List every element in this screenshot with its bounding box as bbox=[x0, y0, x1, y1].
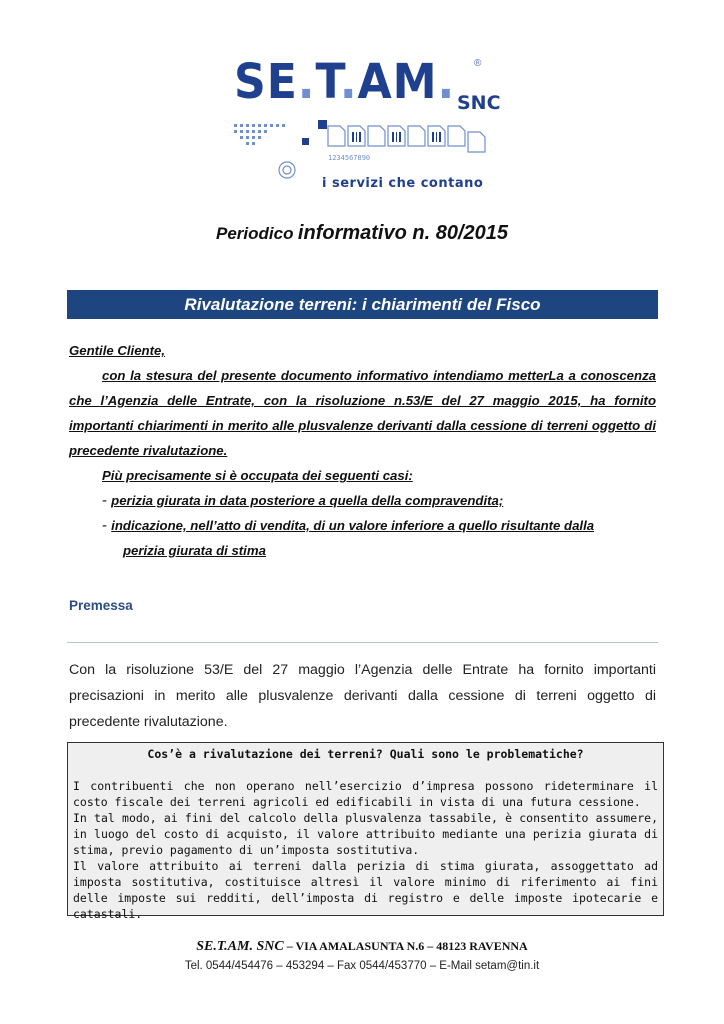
logo-wordmark: SE.T.AM. bbox=[234, 54, 456, 110]
case-item-1: - perizia giurata in data posteriore a quella della compravendita; bbox=[102, 492, 504, 509]
info-box bbox=[67, 742, 664, 921]
title-prefix: Periodico bbox=[216, 224, 294, 243]
logo-snc: SNC bbox=[457, 92, 501, 114]
intro-section bbox=[69, 338, 656, 563]
registered-mark: ® bbox=[474, 58, 482, 69]
footer-contacts: Tel. 0544/454476 – 453294 – Fax 0544/453770 – E-Mail setam@tin.it bbox=[184, 960, 540, 972]
premessa-heading: Premessa bbox=[69, 598, 133, 613]
company-logo bbox=[228, 52, 501, 198]
info-box-paragraph-2: In tal modo, ai fini del calcolo della plusvalenza tassabile, è consentito assumere, in luogo del costo di acquisto, il valore attribuito mediante una perizia giurata di stima, previo pagamento di un’imposta sostitutiva. bbox=[73, 811, 658, 857]
topic-banner: Rivalutazione terreni: i chiarimenti del Fisco bbox=[67, 290, 658, 319]
logo-digits: 1234567890 bbox=[328, 154, 371, 162]
case-item-2: - indicazione, nell’atto di vendita, di un valore inferiore a quello risultante dalla bbox=[102, 517, 595, 534]
section-divider bbox=[67, 642, 658, 643]
logo-tagline: i servizi che contano bbox=[322, 176, 484, 191]
document-title bbox=[0, 222, 724, 245]
footer-company: SE.T.AM. SNC bbox=[196, 939, 284, 954]
info-box-paragraph-1: I contribuenti che non operano nell’esercizio d’impresa possono rideterminare il costo fiscale dei terreni agricoli ed edificabili in vista di una futura cessione. bbox=[73, 779, 658, 809]
intro-lead: con la stesura del presente documento informativo intendiamo metterLa a conoscenza che l’Agenzia delle Entrate, con la risoluzione n.53/E del 27 maggio 2015, ha fornito importanti chiarimenti in merito alle plusvalenze derivanti dalla cessione di terreni oggetto di precedente rivalutazione. bbox=[69, 368, 656, 458]
logo-document-graphic-icon bbox=[232, 118, 492, 180]
info-box-paragraph-3: Il valore attribuito ai terreni dalla perizia di stima giurata, assoggettato ad imposta sostitutiva, costituisce altresì il valore minimo di riferimento ai fini delle imposte sui redditi, dell’imposta di registro e delle imposte ipotecarie e catastali. bbox=[73, 859, 658, 921]
case-item-2-cont: perizia giurata di stima bbox=[123, 543, 266, 558]
greeting: Gentile Cliente, bbox=[69, 343, 165, 358]
info-box-title: Cos’è a rivalutazione dei terreni? Quali sono le problematiche? bbox=[147, 747, 584, 761]
title-main: informativo n. 80/2015 bbox=[297, 222, 508, 244]
premessa-text: Con la risoluzione 53/E del 27 maggio l’Agenzia delle Entrate ha fornito importanti precisazioni in merito alle plusvalenze derivanti dalla cessione di terreni oggetto di precedente rivalutazione. bbox=[69, 662, 656, 730]
cases-intro: Più precisamente si è occupata dei seguenti casi: bbox=[102, 468, 413, 483]
footer-address-line bbox=[0, 939, 724, 955]
footer-address: – VIA AMALASUNTA N.6 – 48123 RAVENNA bbox=[283, 939, 528, 953]
